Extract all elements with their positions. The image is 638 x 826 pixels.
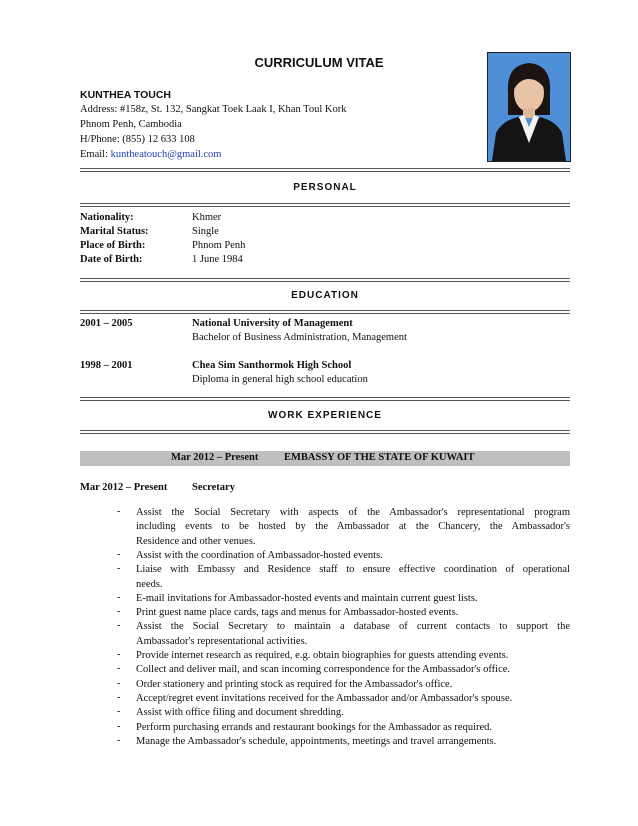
bullet-marker: - bbox=[117, 691, 121, 703]
education-years: 2001 – 2005 bbox=[80, 318, 133, 329]
divider bbox=[80, 203, 570, 204]
bullet-marker: - bbox=[117, 649, 121, 660]
bullet-marker: - bbox=[117, 563, 121, 575]
divider bbox=[80, 281, 570, 282]
divider bbox=[80, 168, 570, 169]
duty-item-text: E-mail invitations for Ambassador-hosted events and maintain current guest lists. bbox=[136, 592, 478, 604]
education-school: Chea Sim Santhormok High School bbox=[192, 360, 352, 371]
place-of-birth-label: Place of Birth: bbox=[80, 240, 146, 251]
bullet-marker: - bbox=[117, 606, 121, 618]
duty-item-text: Manage the Ambassador's schedule, appointments, meetings and travel arrangements. bbox=[136, 735, 497, 747]
duty-item-text: Accept/regret event invitations received for the Ambassador and/or Ambassador's spouse. bbox=[136, 692, 513, 704]
bullet-marker: - bbox=[117, 663, 121, 675]
divider bbox=[80, 397, 570, 398]
divider bbox=[80, 206, 570, 207]
date-of-birth-label: Date of Birth: bbox=[80, 254, 143, 265]
nationality-value: Khmer bbox=[192, 212, 222, 223]
job-period: Mar 2012 – Present bbox=[80, 482, 168, 493]
bullet-marker: - bbox=[117, 720, 121, 732]
divider bbox=[80, 171, 570, 172]
bullet-marker: - bbox=[117, 677, 121, 689]
duty-item-text: Assist with the coordination of Ambassador-hosted events. bbox=[136, 549, 383, 561]
address-line-1: Address: #158z, St. 132, Sangkat Toek Laak I, Khan Toul Kork bbox=[80, 104, 347, 115]
divider bbox=[80, 400, 570, 401]
profile-photo bbox=[487, 52, 571, 162]
divider bbox=[80, 278, 570, 279]
employer-bar bbox=[80, 451, 570, 466]
bullet-marker: - bbox=[117, 620, 121, 632]
duty-item-text: Provide internet research as required, e.g. obtain biographies for guests attending events. bbox=[136, 650, 509, 661]
duty-item-text: Assist the Social Secretary to maintain a database of current contacts to support the bbox=[136, 621, 570, 633]
address-line-2: Phnom Penh, Cambodia bbox=[80, 119, 182, 130]
duty-item-text: needs. bbox=[136, 578, 163, 590]
section-heading-personal: PERSONAL bbox=[293, 182, 357, 193]
marital-status-label: Marital Status: bbox=[80, 226, 149, 237]
bullet-marker: - bbox=[117, 591, 121, 603]
email-link[interactable]: kuntheatouch@gmail.com bbox=[110, 149, 222, 160]
duty-item-text: Collect and deliver mail, and scan incoming correspondence for the Ambassador's office. bbox=[136, 664, 511, 676]
bullet-marker: - bbox=[117, 506, 121, 517]
employer-period: Mar 2012 – Present bbox=[171, 452, 259, 463]
candidate-name: KUNTHEA TOUCH bbox=[80, 89, 171, 101]
email-line bbox=[80, 148, 221, 162]
duty-item-text: Order stationery and printing stock as required for the Ambassador's office. bbox=[136, 678, 453, 690]
section-heading-education: EDUCATION bbox=[291, 290, 359, 301]
duty-item-text: Ambassador's representational activities. bbox=[136, 635, 308, 647]
date-of-birth-value: 1 June 1984 bbox=[192, 254, 243, 265]
duty-item-text: Assist the Social Secretary with aspects of the Ambassador's representational program bbox=[136, 507, 570, 518]
education-degree: Bachelor of Business Administration, Management bbox=[192, 332, 407, 343]
email-label: Email: bbox=[80, 149, 111, 160]
section-heading-work: WORK EXPERIENCE bbox=[268, 410, 382, 421]
place-of-birth-value: Phnom Penh bbox=[192, 240, 246, 251]
nationality-label: Nationality: bbox=[80, 212, 134, 223]
document-title: CURRICULUM VITAE bbox=[254, 55, 384, 70]
duty-item-text: Liaise with Embassy and Residence staff to ensure effective coordination of operational bbox=[136, 564, 570, 576]
bullet-marker: - bbox=[117, 706, 121, 718]
bullet-marker: - bbox=[117, 548, 121, 560]
divider bbox=[80, 313, 570, 314]
duty-item-text: Assist with office filing and document shredding. bbox=[136, 707, 344, 719]
bullet-marker: - bbox=[117, 734, 121, 746]
divider bbox=[80, 433, 570, 434]
education-years: 1998 – 2001 bbox=[80, 360, 133, 371]
divider bbox=[80, 430, 570, 431]
duty-item-text: Print guest name place cards, tags and menus for Ambassador-hosted events. bbox=[136, 607, 459, 619]
duty-item-text: Perform purchasing errands and restaurant bookings for the Ambassador as required. bbox=[136, 721, 493, 733]
portrait-icon bbox=[488, 53, 570, 161]
employer-name: EMBASSY OF THE STATE OF KUWAIT bbox=[284, 452, 475, 463]
duty-item-text: Residence and other venues. bbox=[136, 535, 256, 547]
duty-item-text: including events to be hosted by the Ambassador at the Chancery, the Ambassador's bbox=[136, 521, 570, 533]
education-school: National University of Management bbox=[192, 318, 353, 329]
education-degree: Diploma in general high school education bbox=[192, 374, 368, 385]
divider bbox=[80, 310, 570, 311]
job-role: Secretary bbox=[192, 482, 235, 493]
marital-status-value: Single bbox=[192, 226, 219, 237]
phone-number: H/Phone: (855) 12 633 108 bbox=[80, 134, 195, 145]
